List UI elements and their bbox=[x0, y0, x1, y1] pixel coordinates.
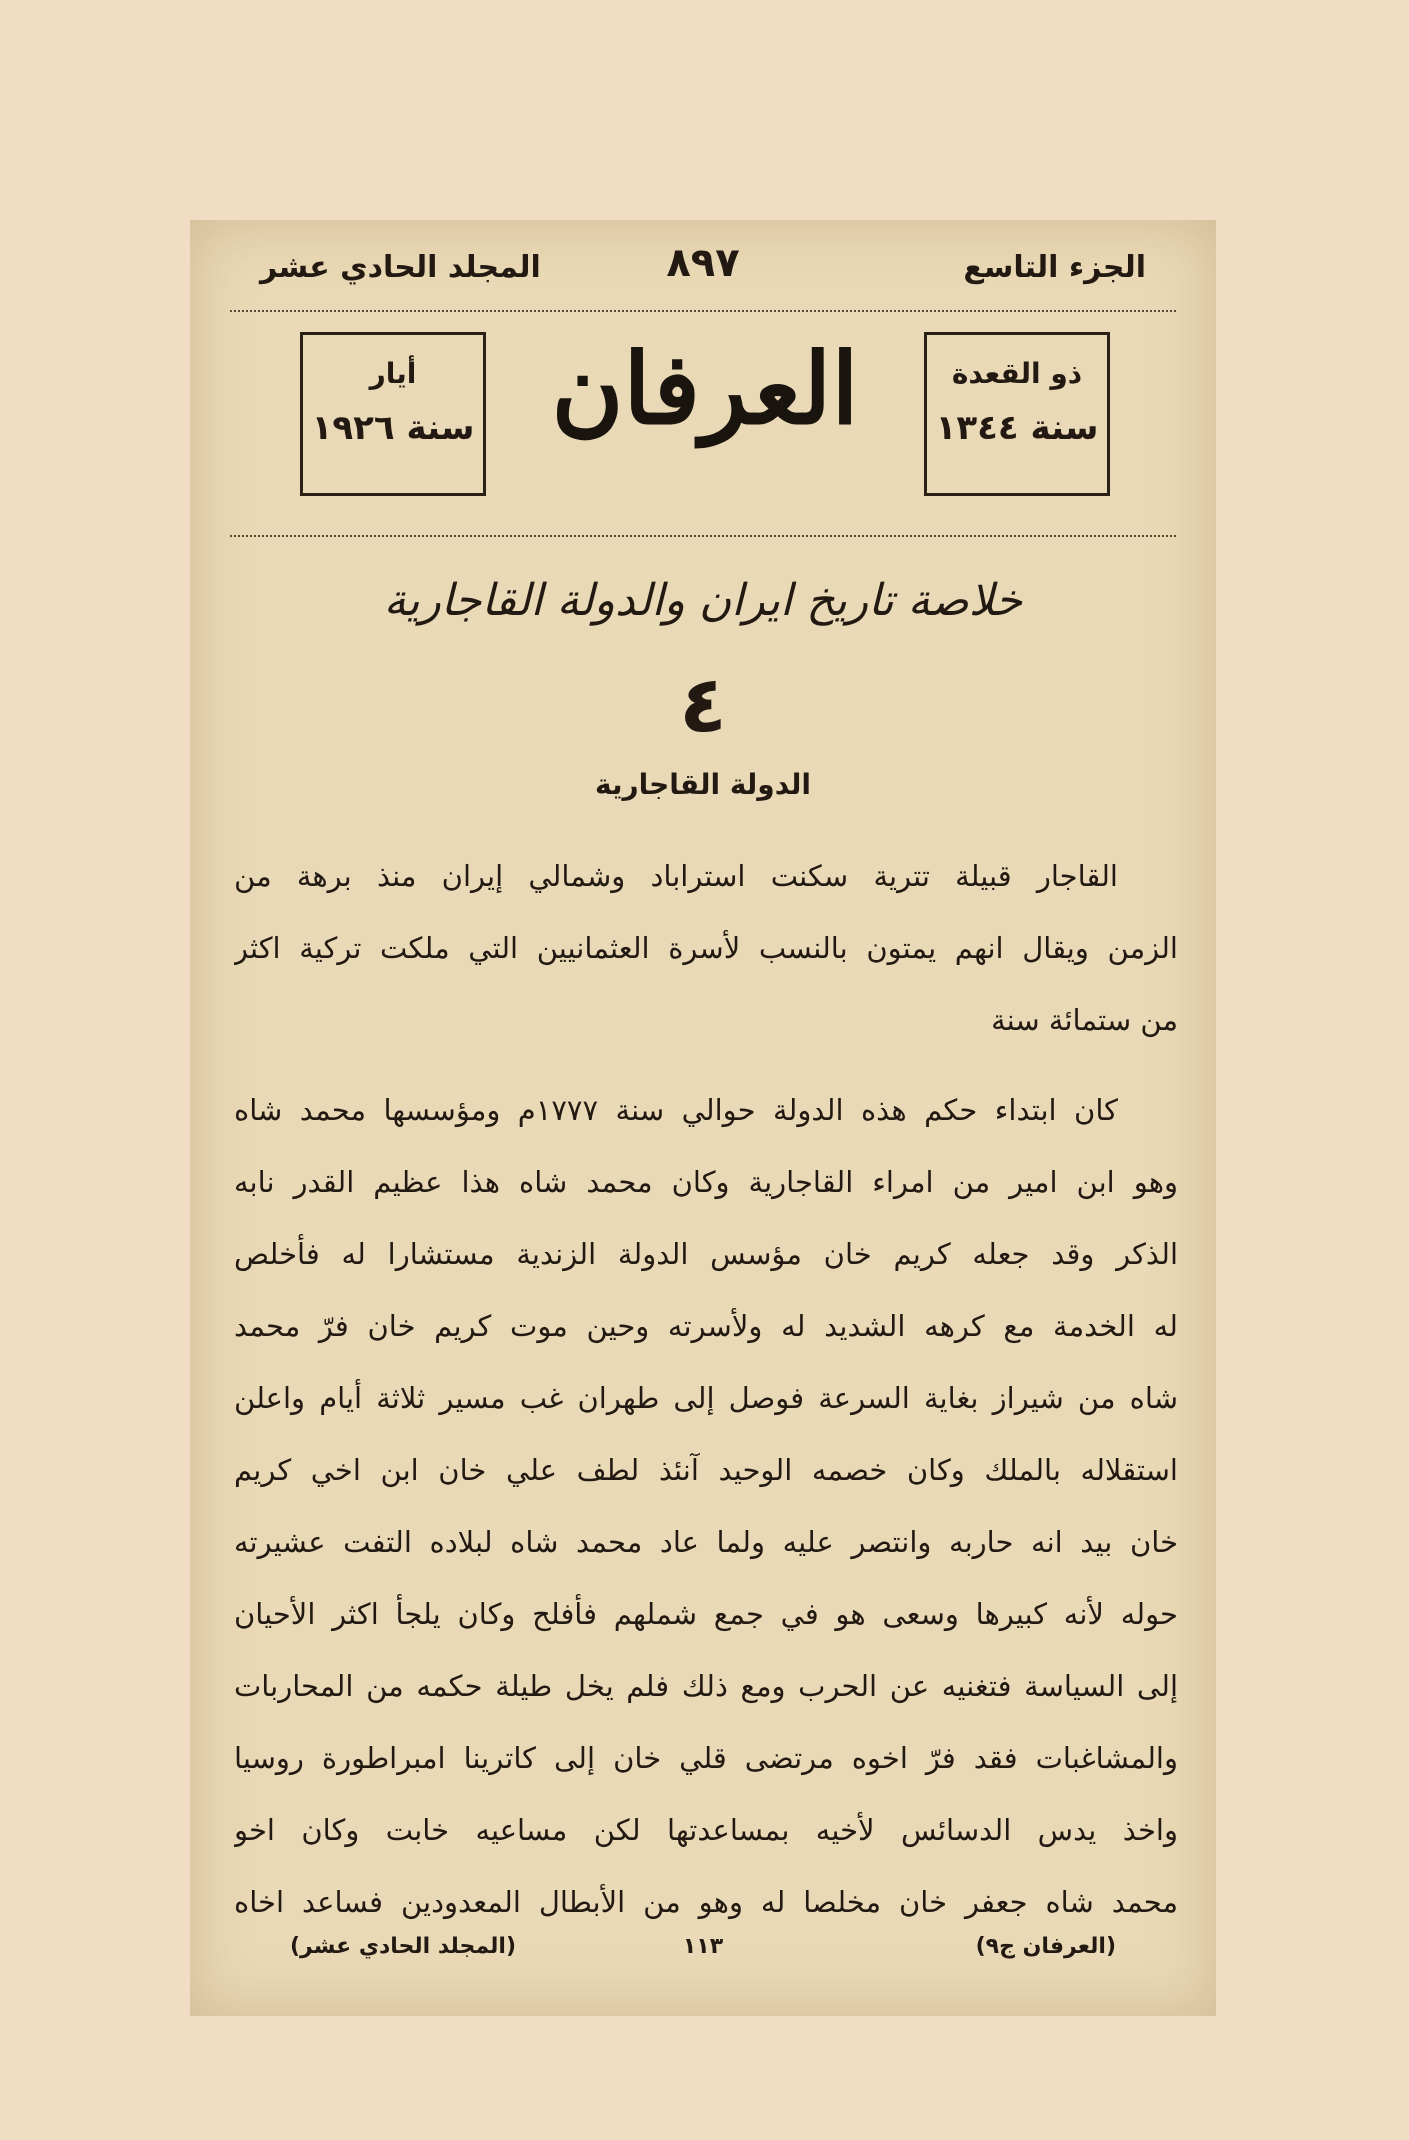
footer-page-number: ١١٣ bbox=[682, 1934, 724, 1959]
body-line: واخذ يدس الدسائس لأخيه بمساعدتها لكن مساعيه خابت وكان اخو bbox=[234, 1813, 1178, 1847]
hijri-month: ذو القعدة bbox=[951, 357, 1083, 390]
body-line: له الخدمة مع كرهه الشديد له ولأسرته وحين موت كريم خان فرّ محمد bbox=[234, 1309, 1178, 1343]
body-line: استقلاله بالملك وكان خصمه الوحيد آنئذ لطف علي خان ابن اخي كريم bbox=[234, 1453, 1178, 1487]
article-body bbox=[234, 840, 1178, 1938]
body-line: القاجار قبيلة تترية سكنت استراباد وشمالي إيران منذ برهة من bbox=[234, 859, 1118, 893]
issue-part-label: الجزء التاسع bbox=[963, 250, 1146, 285]
page-footer bbox=[260, 1934, 1146, 1974]
running-header bbox=[230, 238, 1176, 298]
masthead-divider bbox=[230, 535, 1176, 543]
footer-journal-issue: (العرفان ج٩) bbox=[975, 1934, 1116, 1959]
hijri-year: سنة ١٣٤٤ bbox=[935, 408, 1099, 448]
header-divider bbox=[230, 310, 1176, 318]
journal-masthead-title: العرفان bbox=[551, 332, 859, 447]
volume-label: المجلد الحادي عشر bbox=[260, 250, 541, 285]
hijri-date-box bbox=[924, 332, 1110, 496]
body-line: محمد شاه جعفر خان مخلصا له وهو من الأبطال المعدودين فساعد اخاه bbox=[234, 1885, 1178, 1919]
body-line: كان ابتداء حكم هذه الدولة حوالي سنة ١٧٧٧م ومؤسسها محمد شاه bbox=[234, 1093, 1118, 1127]
article-title: خلاصة تاريخ ايران والدولة القاجارية bbox=[383, 575, 1023, 626]
body-line: إلى السياسة فتغنيه عن الحرب ومع ذلك فلم يخل طيلة حكمه من المحاربات bbox=[234, 1669, 1178, 1703]
body-line: الذكر وقد جعله كريم خان مؤسس الدولة الزندية مستشارا له فأخلص bbox=[234, 1237, 1178, 1271]
body-line: من ستمائة سنة bbox=[991, 1003, 1178, 1037]
gregorian-date-box bbox=[300, 332, 486, 496]
body-line: وهو ابن امير من امراء القاجارية وكان محمد شاه هذا عظيم القدر نابه bbox=[234, 1165, 1178, 1199]
gregorian-year: سنة ١٩٢٦ bbox=[311, 408, 475, 448]
gregorian-month: أيار bbox=[369, 357, 417, 390]
body-line: والمشاغبات فقد فرّ اخوه مرتضى قلي خان إلى كاترينا امبراطورة روسيا bbox=[234, 1741, 1178, 1775]
body-line: حوله لأنه كبيرها وسعى هو في جمع شملهم فأفلح وكان يلجأ اكثر الأحيان bbox=[234, 1597, 1178, 1631]
article-part-number: ٤ bbox=[679, 660, 727, 750]
footer-volume: (المجلد الحادي عشر) bbox=[290, 1934, 516, 1959]
article-subtitle: الدولة القاجارية bbox=[594, 768, 811, 801]
magazine-page bbox=[190, 220, 1216, 2016]
body-line: خان بيد انه حاربه وانتصر عليه ولما عاد محمد شاه لبلاده التفت عشيرته bbox=[234, 1525, 1178, 1559]
body-line: شاه من شيراز بغاية السرعة فوصل إلى طهران غب مسير ثلاثة أيام واعلن bbox=[234, 1381, 1178, 1415]
body-line: الزمن ويقال انهم يمتون بالنسب لأسرة العثمانيين التي ملكت تركية اكثر bbox=[234, 931, 1178, 965]
page-number: ٨٩٧ bbox=[666, 240, 740, 286]
